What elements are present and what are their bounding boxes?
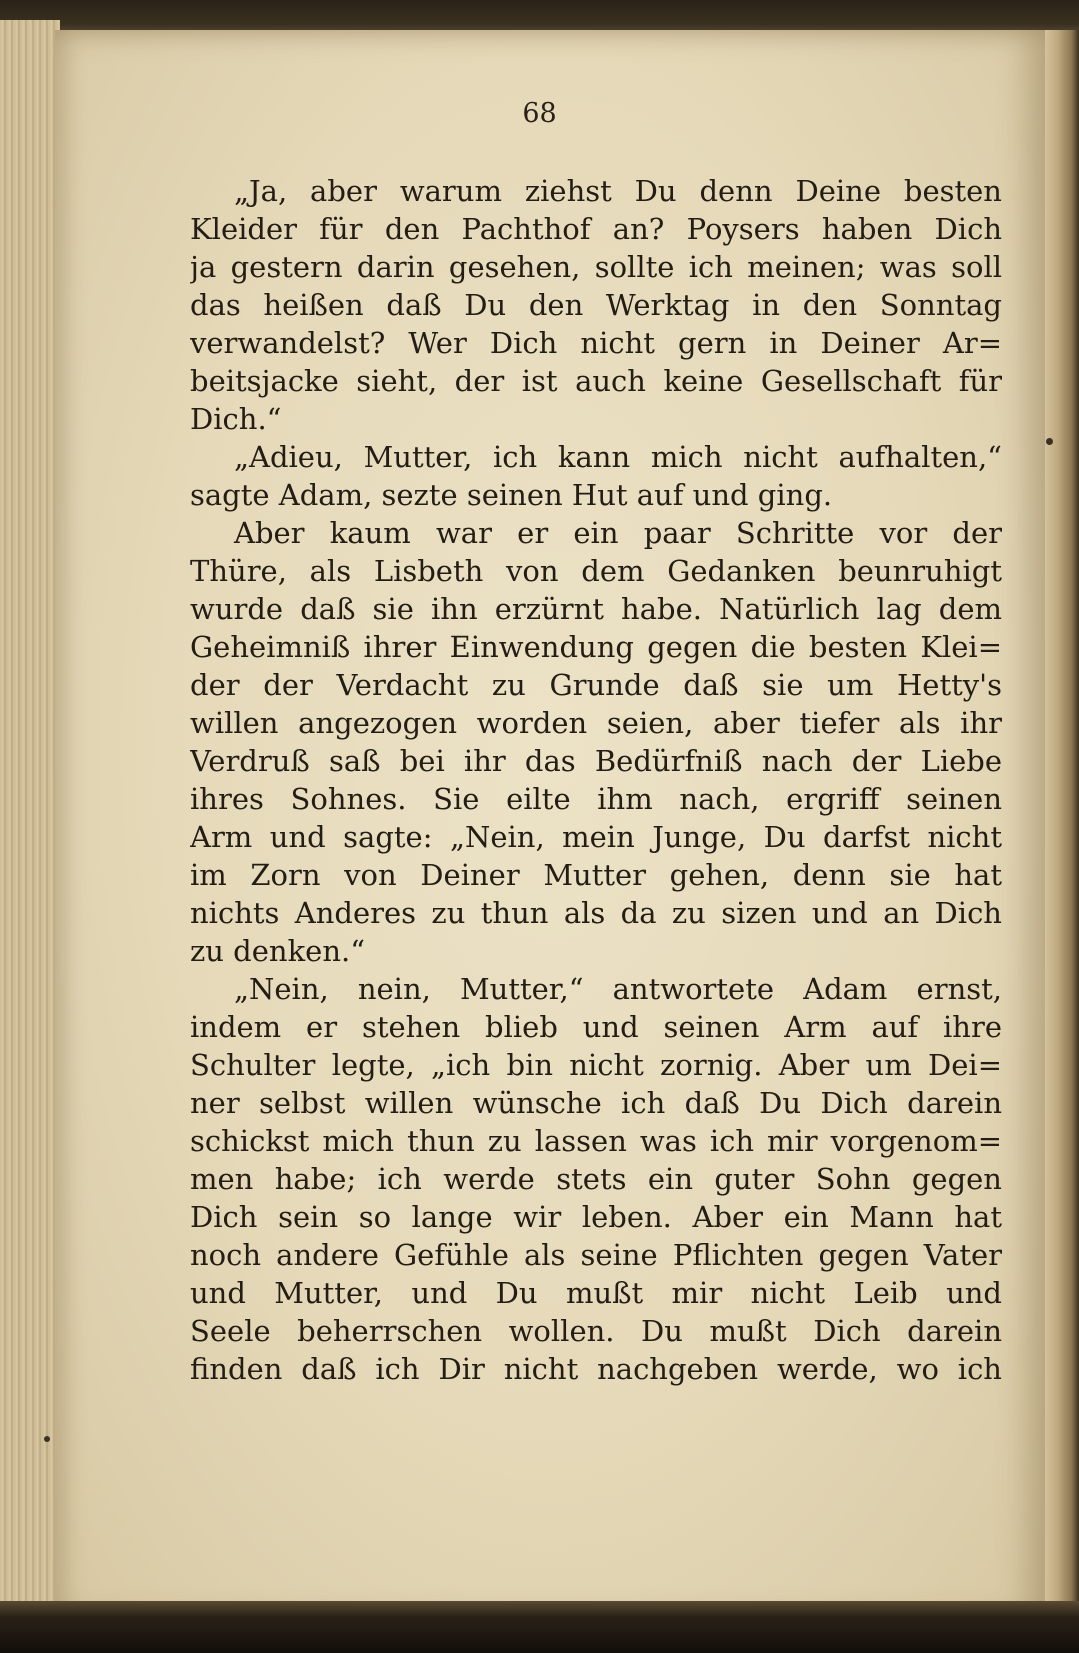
- page-edges-left: [0, 20, 60, 1620]
- text-line: indem er stehen blieb und seinen Arm auf ihre: [190, 1010, 1002, 1044]
- text-line: das heißen daß Du den Werktag in den Sonntag: [190, 288, 1002, 322]
- text-line: zu denken.“: [190, 934, 366, 968]
- book-binding-bottom: [0, 1601, 1079, 1653]
- text-line: sagte Adam, sezte seinen Hut auf und ging.: [190, 478, 833, 512]
- text-line: finden daß ich Dir nicht nachgeben werde, wo ich: [190, 1352, 1002, 1386]
- text-line: im Zorn von Deiner Mutter gehen, denn sie hat: [190, 858, 1002, 892]
- text-line: willen angezogen worden seien, aber tiefer als ihr: [190, 706, 1002, 740]
- text-line: Dich.“: [190, 402, 282, 436]
- text-line: Geheimniß ihrer Einwendung gegen die besten Klei=: [190, 630, 1002, 664]
- text-line: Arm und sagte: „Nein, mein Junge, Du darfst nicht: [190, 820, 1002, 854]
- text-line: Aber kaum war er ein paar Schritte vor der: [234, 516, 1002, 550]
- text-line: nichts Anderes zu thun als da zu sizen und an Dich: [190, 896, 1002, 930]
- text-line: „Ja, aber warum ziehst Du denn Deine besten: [234, 174, 1002, 208]
- ink-speck: [1046, 438, 1053, 445]
- text-line: Seele beherrschen wollen. Du mußt Dich darein: [190, 1314, 1002, 1348]
- ink-speck: [44, 1436, 50, 1442]
- text-line: wurde daß sie ihn erzürnt habe. Natürlich lag dem: [190, 592, 1002, 626]
- text-line: Verdruß saß bei ihr das Bedürfniß nach der Liebe: [190, 744, 1002, 778]
- text-line: „Adieu, Mutter, ich kann mich nicht aufhalten,“: [234, 440, 1002, 474]
- page-edge-right: [1043, 30, 1079, 1620]
- text-line: men habe; ich werde stets ein guter Sohn gegen: [190, 1162, 1002, 1196]
- text-line: ja gestern darin gesehen, sollte ich meinen; was soll: [190, 250, 1002, 284]
- body-text: [190, 172, 1002, 1388]
- text-line: der der Verdacht zu Grunde daß sie um Hetty's: [190, 668, 1002, 702]
- text-line: Thüre, als Lisbeth von dem Gedanken beunruhigt: [190, 554, 1002, 588]
- text-line: beitsjacke sieht, der ist auch keine Gesellschaft für: [190, 364, 1002, 398]
- text-line: Dich sein so lange wir leben. Aber ein Mann hat: [190, 1200, 1002, 1234]
- text-line: und Mutter, und Du mußt mir nicht Leib und: [190, 1276, 1002, 1310]
- text-line: „Nein, nein, Mutter,“ antwortete Adam ernst,: [234, 972, 1002, 1006]
- text-line: Kleider für den Pachthof an? Poysers haben Dich: [190, 212, 1002, 246]
- text-line: ihres Sohnes. Sie eilte ihm nach, ergriff seinen: [190, 782, 1002, 816]
- text-line: verwandelst? Wer Dich nicht gern in Deiner Ar=: [190, 326, 1002, 360]
- text-line: schickst mich thun zu lassen was ich mir vorgenom=: [190, 1124, 1002, 1158]
- text-line: Schulter legte, „ich bin nicht zornig. Aber um Dei=: [190, 1048, 1002, 1082]
- page-number: 68: [522, 98, 557, 129]
- text-line: ner selbst willen wünsche ich daß Du Dich darein: [190, 1086, 1002, 1120]
- text-line: noch andere Gefühle als seine Pflichten gegen Vater: [190, 1238, 1002, 1272]
